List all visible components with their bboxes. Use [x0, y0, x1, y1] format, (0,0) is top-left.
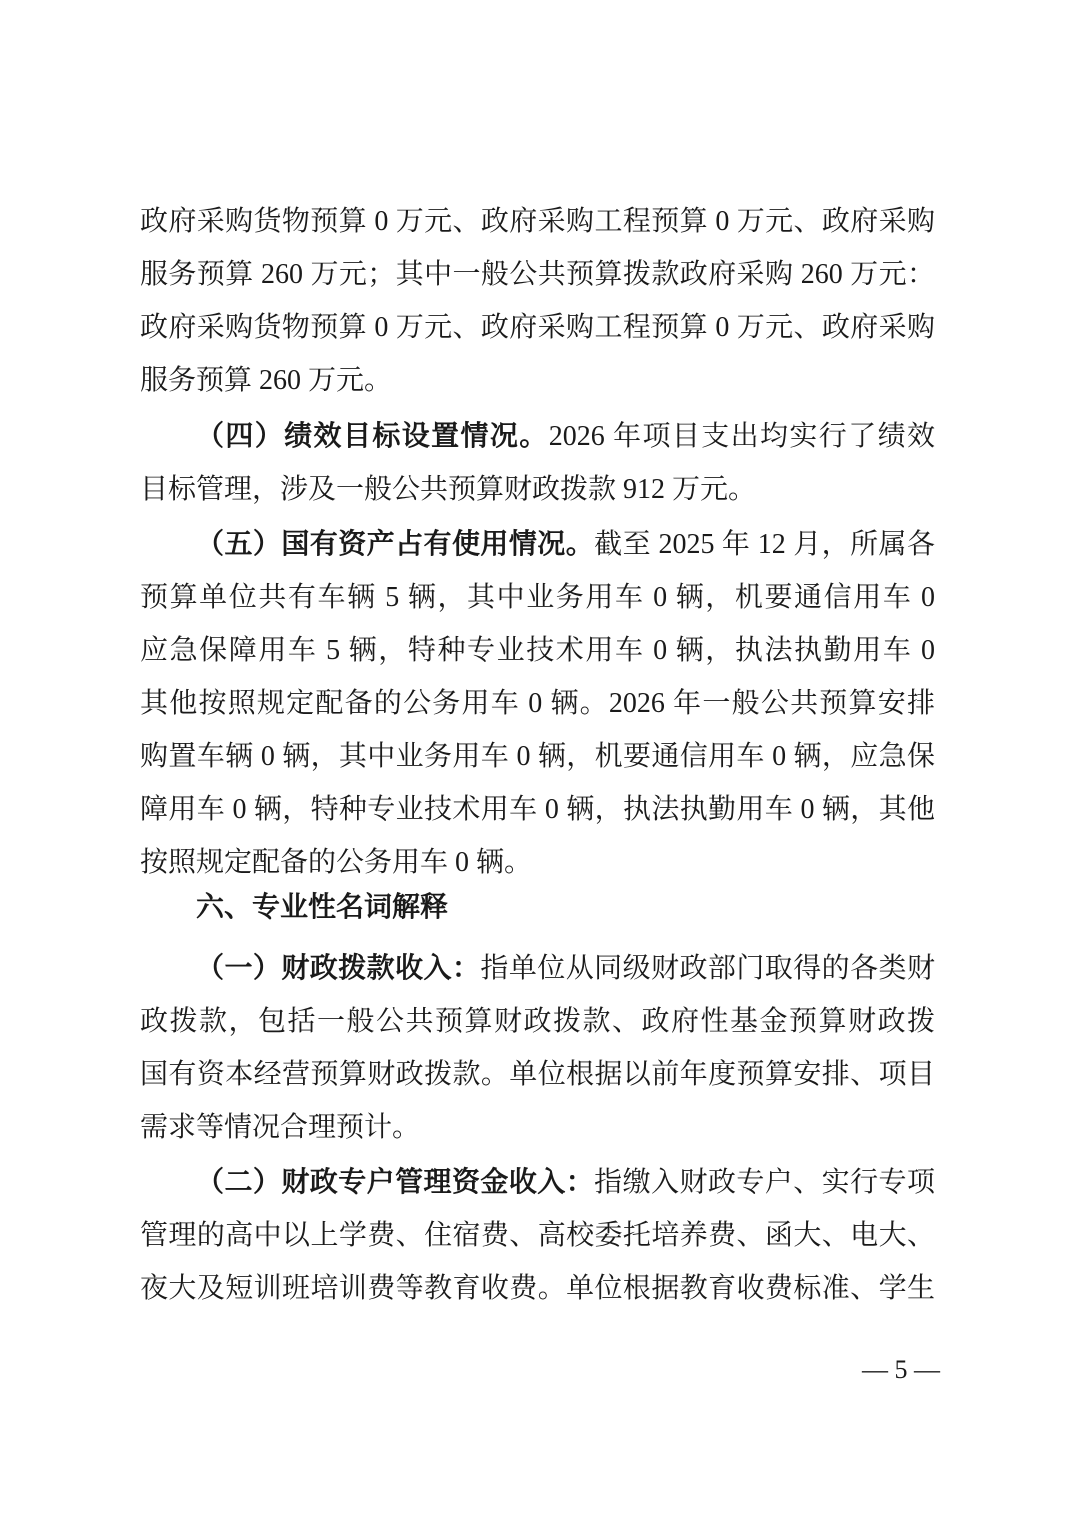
- body-line: 夜大及短训班培训费等教育收费。单位根据教育收费标准、学生: [140, 1273, 935, 1304]
- body-line: 其他按照规定配备的公务用车 0 辆。2026 年一般公共预算安排: [140, 688, 935, 719]
- definition-2-heading: （二）财政专户管理资金收入：: [196, 1167, 595, 1198]
- body-line: 政拨款，包括一般公共预算财政拨款、政府性基金预算财政拨: [140, 1006, 935, 1037]
- body-line: 障用车 0 辆，特种专业技术用车 0 辆，执法执勤用车 0 辆，其他: [140, 794, 935, 825]
- definition-2-paragraph: [196, 1163, 935, 1203]
- body-line: 政府采购货物预算 0 万元、政府采购工程预算 0 万元、政府采购: [140, 206, 935, 237]
- definition-1-heading: （一）财政拨款收入：: [196, 953, 481, 984]
- section-4-heading: （四）绩效目标设置情况。: [196, 421, 549, 452]
- section-4-paragraph: [196, 417, 935, 457]
- section-5-heading: （五）国有资产占有使用情况。: [196, 529, 595, 560]
- body-line: 需求等情况合理预计。: [140, 1112, 421, 1143]
- section-4-text: 2026 年项目支出均实行了绩效: [548, 421, 935, 452]
- page-number: — 5 —: [862, 1355, 940, 1384]
- body-line: 政府采购货物预算 0 万元、政府采购工程预算 0 万元、政府采购: [140, 312, 935, 343]
- section-5-paragraph: [196, 525, 935, 565]
- definition-1-paragraph: [196, 949, 935, 989]
- body-line: 应急保障用车 5 辆，特种专业技术用车 0 辆，执法执勤用车 0: [140, 635, 935, 666]
- body-line: 国有资本经营预算财政拨款。单位根据以前年度预算安排、项目: [140, 1059, 935, 1090]
- body-line: 按照规定配备的公务用车 0 辆。: [140, 847, 533, 878]
- body-line: 管理的高中以上学费、住宿费、高校委托培养费、函大、电大、: [140, 1220, 935, 1251]
- definition-2-text: 指缴入财政专户、实行专项: [594, 1167, 935, 1198]
- body-line: 购置车辆 0 辆，其中业务用车 0 辆，机要通信用车 0 辆，应急保: [140, 741, 935, 772]
- body-line: 目标管理，涉及一般公共预算财政拨款 912 万元。: [140, 474, 757, 505]
- section-6-title: 六、专业性名词解释: [196, 891, 449, 922]
- definition-1-text: 指单位从同级财政部门取得的各类财: [480, 953, 935, 984]
- body-line: 预算单位共有车辆 5 辆，其中业务用车 0 辆，机要通信用车 0: [140, 582, 935, 613]
- body-line: 服务预算 260 万元。: [140, 365, 393, 396]
- body-line: 服务预算 260 万元；其中一般公共预算拨款政府采购 260 万元：: [140, 259, 935, 290]
- section-5-text: 截至 2025 年 12 月，所属各: [594, 529, 935, 560]
